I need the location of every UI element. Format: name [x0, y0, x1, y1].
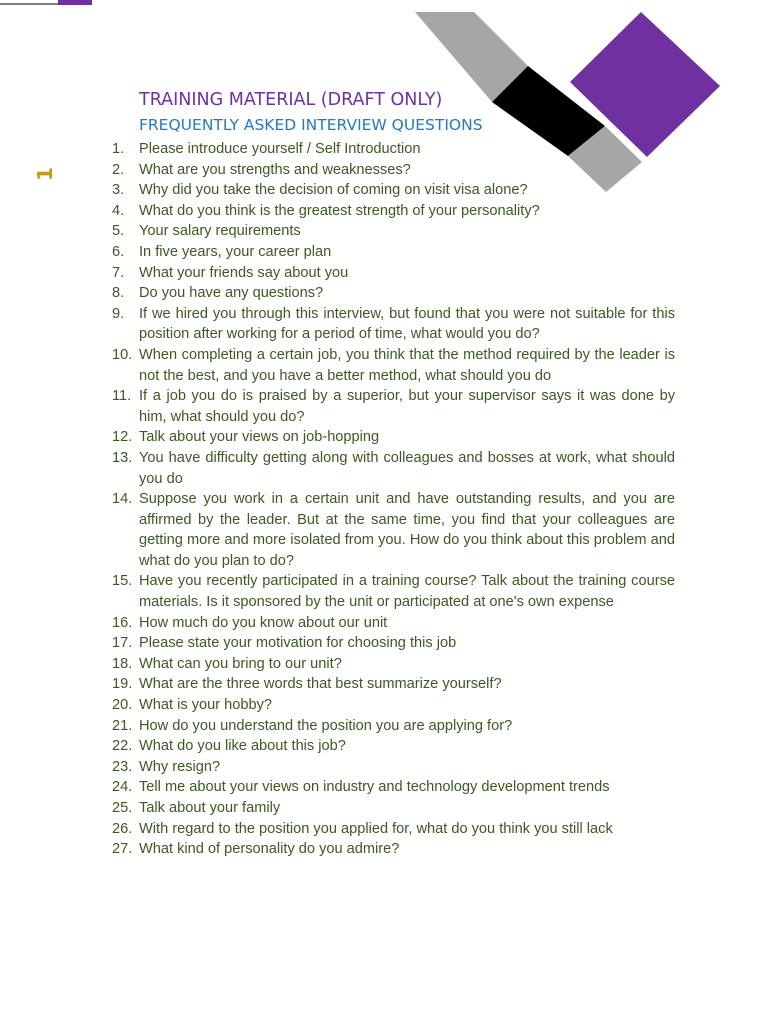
top-accent-purple-block: [58, 0, 92, 5]
question-number: 3.: [112, 182, 125, 199]
question-item: [112, 427, 675, 448]
question-item: [112, 819, 675, 840]
question-item: [112, 283, 675, 304]
question-number: 27.: [112, 841, 133, 858]
question-item: [112, 695, 675, 716]
question-number: 10.: [112, 346, 133, 363]
document-title: TRAINING MATERIAL (DRAFT ONLY): [139, 90, 443, 110]
question-item: [112, 139, 675, 160]
question-number: 22.: [112, 738, 133, 755]
question-text: Talk about your views on job-hopping: [139, 429, 380, 446]
question-number: 19.: [112, 676, 133, 693]
question-text: If we hired you through this interview, but found that you were not suitable for this position after working for a period of time, what would you do?: [139, 305, 675, 343]
question-number: 6.: [112, 243, 125, 260]
question-item: [112, 633, 675, 654]
question-number: 2.: [112, 161, 125, 178]
page-number: 1: [33, 167, 57, 181]
question-number: 21.: [112, 717, 133, 734]
question-item: [112, 221, 675, 242]
question-text: What are you strengths and weaknesses?: [139, 161, 411, 178]
question-number: 11.: [112, 388, 132, 405]
question-text: In five years, your career plan: [139, 243, 332, 260]
question-number: 9.: [112, 305, 125, 322]
question-text: What your friends say about you: [139, 264, 349, 281]
question-text: What can you bring to our unit?: [139, 655, 342, 672]
question-text: How much do you know about our unit: [139, 614, 388, 631]
question-text: With regard to the position you applied for, what do you think you still lack: [139, 820, 613, 837]
question-number: 16.: [112, 614, 133, 631]
question-number: 13.: [112, 449, 133, 466]
question-text: How do you understand the position you are applying for?: [139, 717, 513, 734]
question-number: 1.: [112, 141, 125, 157]
question-item: [112, 160, 675, 181]
question-text: What do you like about this job?: [139, 738, 346, 755]
question-text: You have difficulty getting along with colleagues and bosses at work, what should you do: [139, 449, 675, 487]
question-number: 8.: [112, 285, 125, 302]
top-accent-gray-line: [0, 3, 58, 5]
question-item: [112, 757, 675, 778]
question-item: [112, 201, 675, 222]
question-number: 23.: [112, 758, 133, 775]
question-text: Your salary requirements: [139, 223, 301, 240]
question-item: [112, 654, 675, 675]
question-number: 4.: [112, 202, 125, 219]
question-text: Please introduce yourself / Self Introduction: [139, 141, 421, 157]
question-text: Why resign?: [139, 758, 221, 775]
question-text: What kind of personality do you admire?: [139, 841, 400, 858]
question-item: [112, 798, 675, 819]
question-text: If a job you do is praised by a superior, but your supervisor says it was done by him, what should you do?: [139, 388, 675, 425]
question-number: 26.: [112, 820, 133, 837]
question-item: [112, 613, 675, 634]
question-text: When completing a certain job, you think that the method required by the leader is not the best, and you have a better method, what should you do: [139, 346, 675, 384]
question-text: Tell me about your views on industry and technology development trends: [139, 779, 610, 796]
question-item: [112, 489, 675, 571]
question-number: 25.: [112, 800, 133, 816]
question-number: 17.: [112, 635, 133, 652]
question-text: Please state your motivation for choosing this job: [139, 635, 457, 652]
question-item: [112, 180, 675, 201]
question-text: Have you recently participated in a training course? Talk about the training course materials. Is it sponsored by the unit or participated at one's own expense: [139, 573, 675, 611]
question-item: [112, 304, 675, 345]
question-number: 12.: [112, 429, 133, 446]
question-text: What do you think is the greatest strength of your personality?: [139, 202, 540, 219]
question-item: [112, 674, 675, 695]
question-item: [112, 263, 675, 284]
question-item: [112, 736, 675, 757]
question-item: [112, 242, 675, 263]
top-accent-bar: [0, 0, 92, 6]
title-block: [139, 89, 699, 137]
question-item: [112, 777, 675, 798]
question-number: 7.: [112, 264, 125, 281]
question-item: [112, 716, 675, 737]
question-item: [112, 386, 675, 427]
question-text: Talk about your family: [139, 800, 281, 816]
question-number: 18.: [112, 655, 133, 672]
question-item: [112, 839, 675, 860]
question-item: [112, 448, 675, 489]
question-number: 5.: [112, 223, 125, 240]
question-list: [112, 139, 675, 860]
question-number: 24.: [112, 779, 133, 796]
document-subtitle: FREQUENTLY ASKED INTERVIEW QUESTIONS: [139, 116, 483, 134]
question-text: Why did you take the decision of coming on visit visa alone?: [139, 182, 528, 199]
question-item: [112, 345, 675, 386]
question-number: 15.: [112, 573, 133, 590]
question-text: What is your hobby?: [139, 697, 273, 714]
question-text: Suppose you work in a certain unit and have outstanding results, and you are affirmed by the leader. But at the same time, you find that your colleagues are getting more and more isolated from you. How do you think about this problem and what do you plan to do?: [139, 491, 675, 569]
question-text: What are the three words that best summarize yourself?: [139, 676, 502, 693]
question-number: 14.: [112, 491, 133, 508]
question-text: Do you have any questions?: [139, 285, 324, 302]
question-item: [112, 571, 675, 612]
question-number: 20.: [112, 697, 133, 714]
